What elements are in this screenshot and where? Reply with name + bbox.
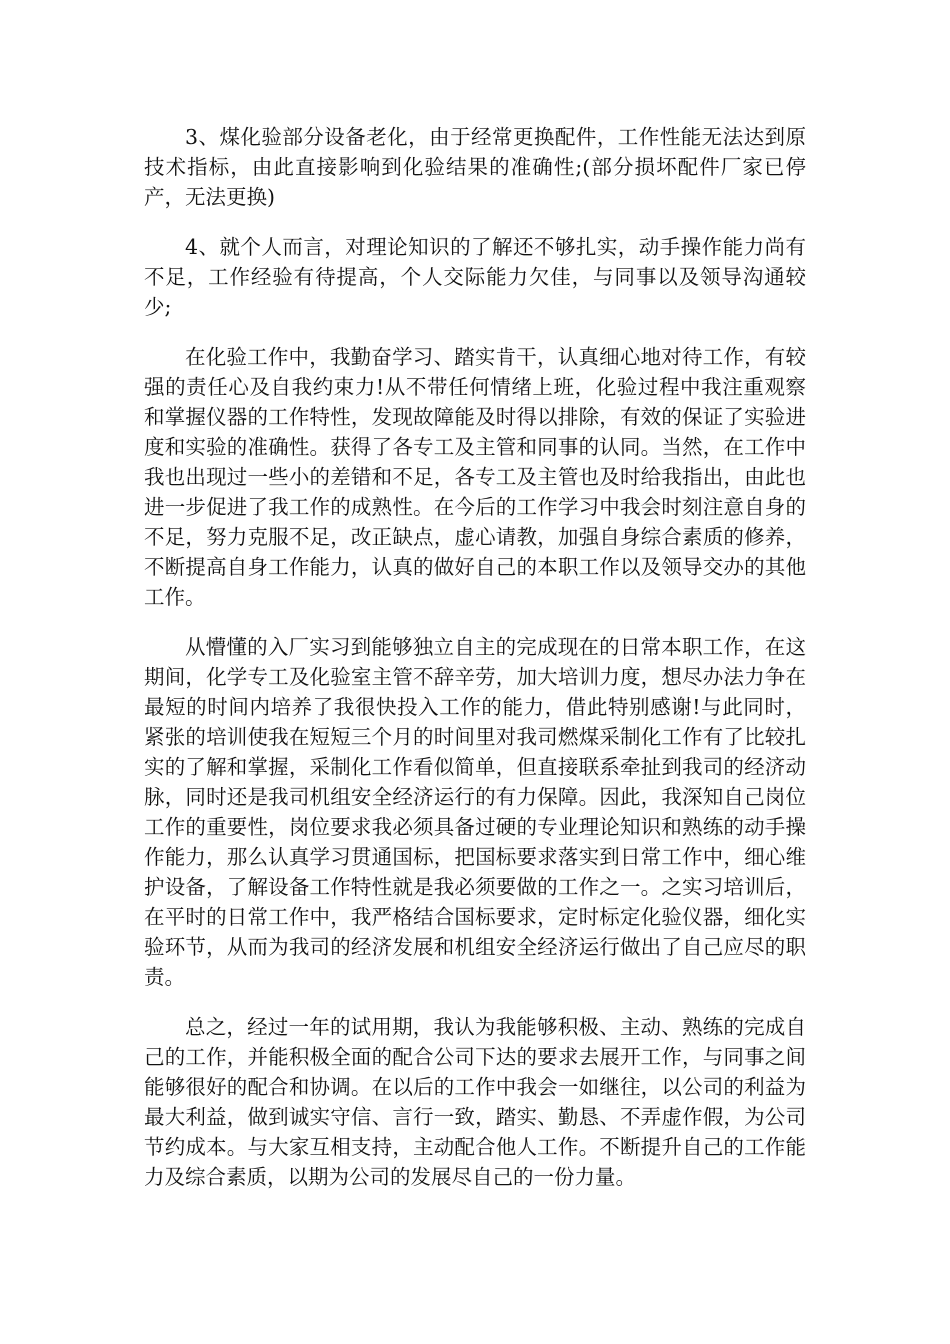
paragraph-equipment-aging: 3、煤化验部分设备老化，由于经常更换配件，工作性能无法达到原技术指标，由此直接影响到化验结果的准确性;(部分损坏配件厂家已停产，无法更换) xyxy=(144,125,806,209)
paragraph-training-experience: 从懵懂的入厂实习到能够独立自主的完成现在的日常本职工作，在这期间，化学专工及化验室主管不辞辛劳，加大培训力度，想尽办法力争在最短的时间内培养了我很快投入工作的能力，借此特别感谢!与此同时，紧张的培训使我在短短三个月的时间里对我司燃煤采制化工作有了比较扎实的了解和掌握，采制化工作看似简单，但直接联系牵扯到我司的经济动脉，同时还是我司机组安全经济运行的有力保障。因此，我深知自己岗位工作的重要性，岗位要求我必须具备过硬的专业理论知识和熟练的动手操作能力，那么认真学习贯通国标，把国标要求落实到日常工作中，细心维护设备，了解设备工作特性就是我必须要做的工作之一。之实习培训后，在平时的日常工作中，我严格结合国标要求，定时标定化验仪器，细化实验环节，从而为我司的经济发展和机组安全经济运行做出了自己应尽的职责。 xyxy=(144,635,806,989)
paragraph-personal-shortcomings: 4、就个人而言，对理论知识的了解还不够扎实，动手操作能力尚有不足，工作经验有待提高，个人交际能力欠佳，与同事以及领导沟通较少; xyxy=(144,235,806,319)
document-body xyxy=(144,122,806,1212)
paragraph-work-attitude: 在化验工作中，我勤奋学习、踏实肯干，认真细心地对待工作，有较强的责任心及自我约束力!从不带任何情绪上班，化验过程中我注重观察和掌握仪器的工作特性，发现故障能及时得以排除，有效的保证了实验进度和实验的准确性。获得了各专工及主管和同事的认同。当然，在工作中我也出现过一些小的差错和不足，各专工及主管也及时给我指出，由此也进一步促进了我工作的成熟性。在今后的工作学习中我会时刻注意自身的不足，努力克服不足，改正缺点，虚心请教，加强自身综合素质的修养，不断提高自身工作能力，认真的做好自己的本职工作以及领导交办的其他工作。 xyxy=(144,345,806,609)
paragraph-conclusion: 总之，经过一年的试用期，我认为我能够积极、主动、熟练的完成自己的工作，并能积极全面的配合公司下达的要求去展开工作，与同事之间能够很好的配合和协调。在以后的工作中我会一如继往，以公司的利益为最大利益，做到诚实守信、言行一致，踏实、勤恳、不弄虚作假，为公司节约成本。与大家互相支持，主动配合他人工作。不断提升自己的工作能力及综合素质，以期为公司的发展尽自己的一份力量。 xyxy=(144,1015,806,1189)
